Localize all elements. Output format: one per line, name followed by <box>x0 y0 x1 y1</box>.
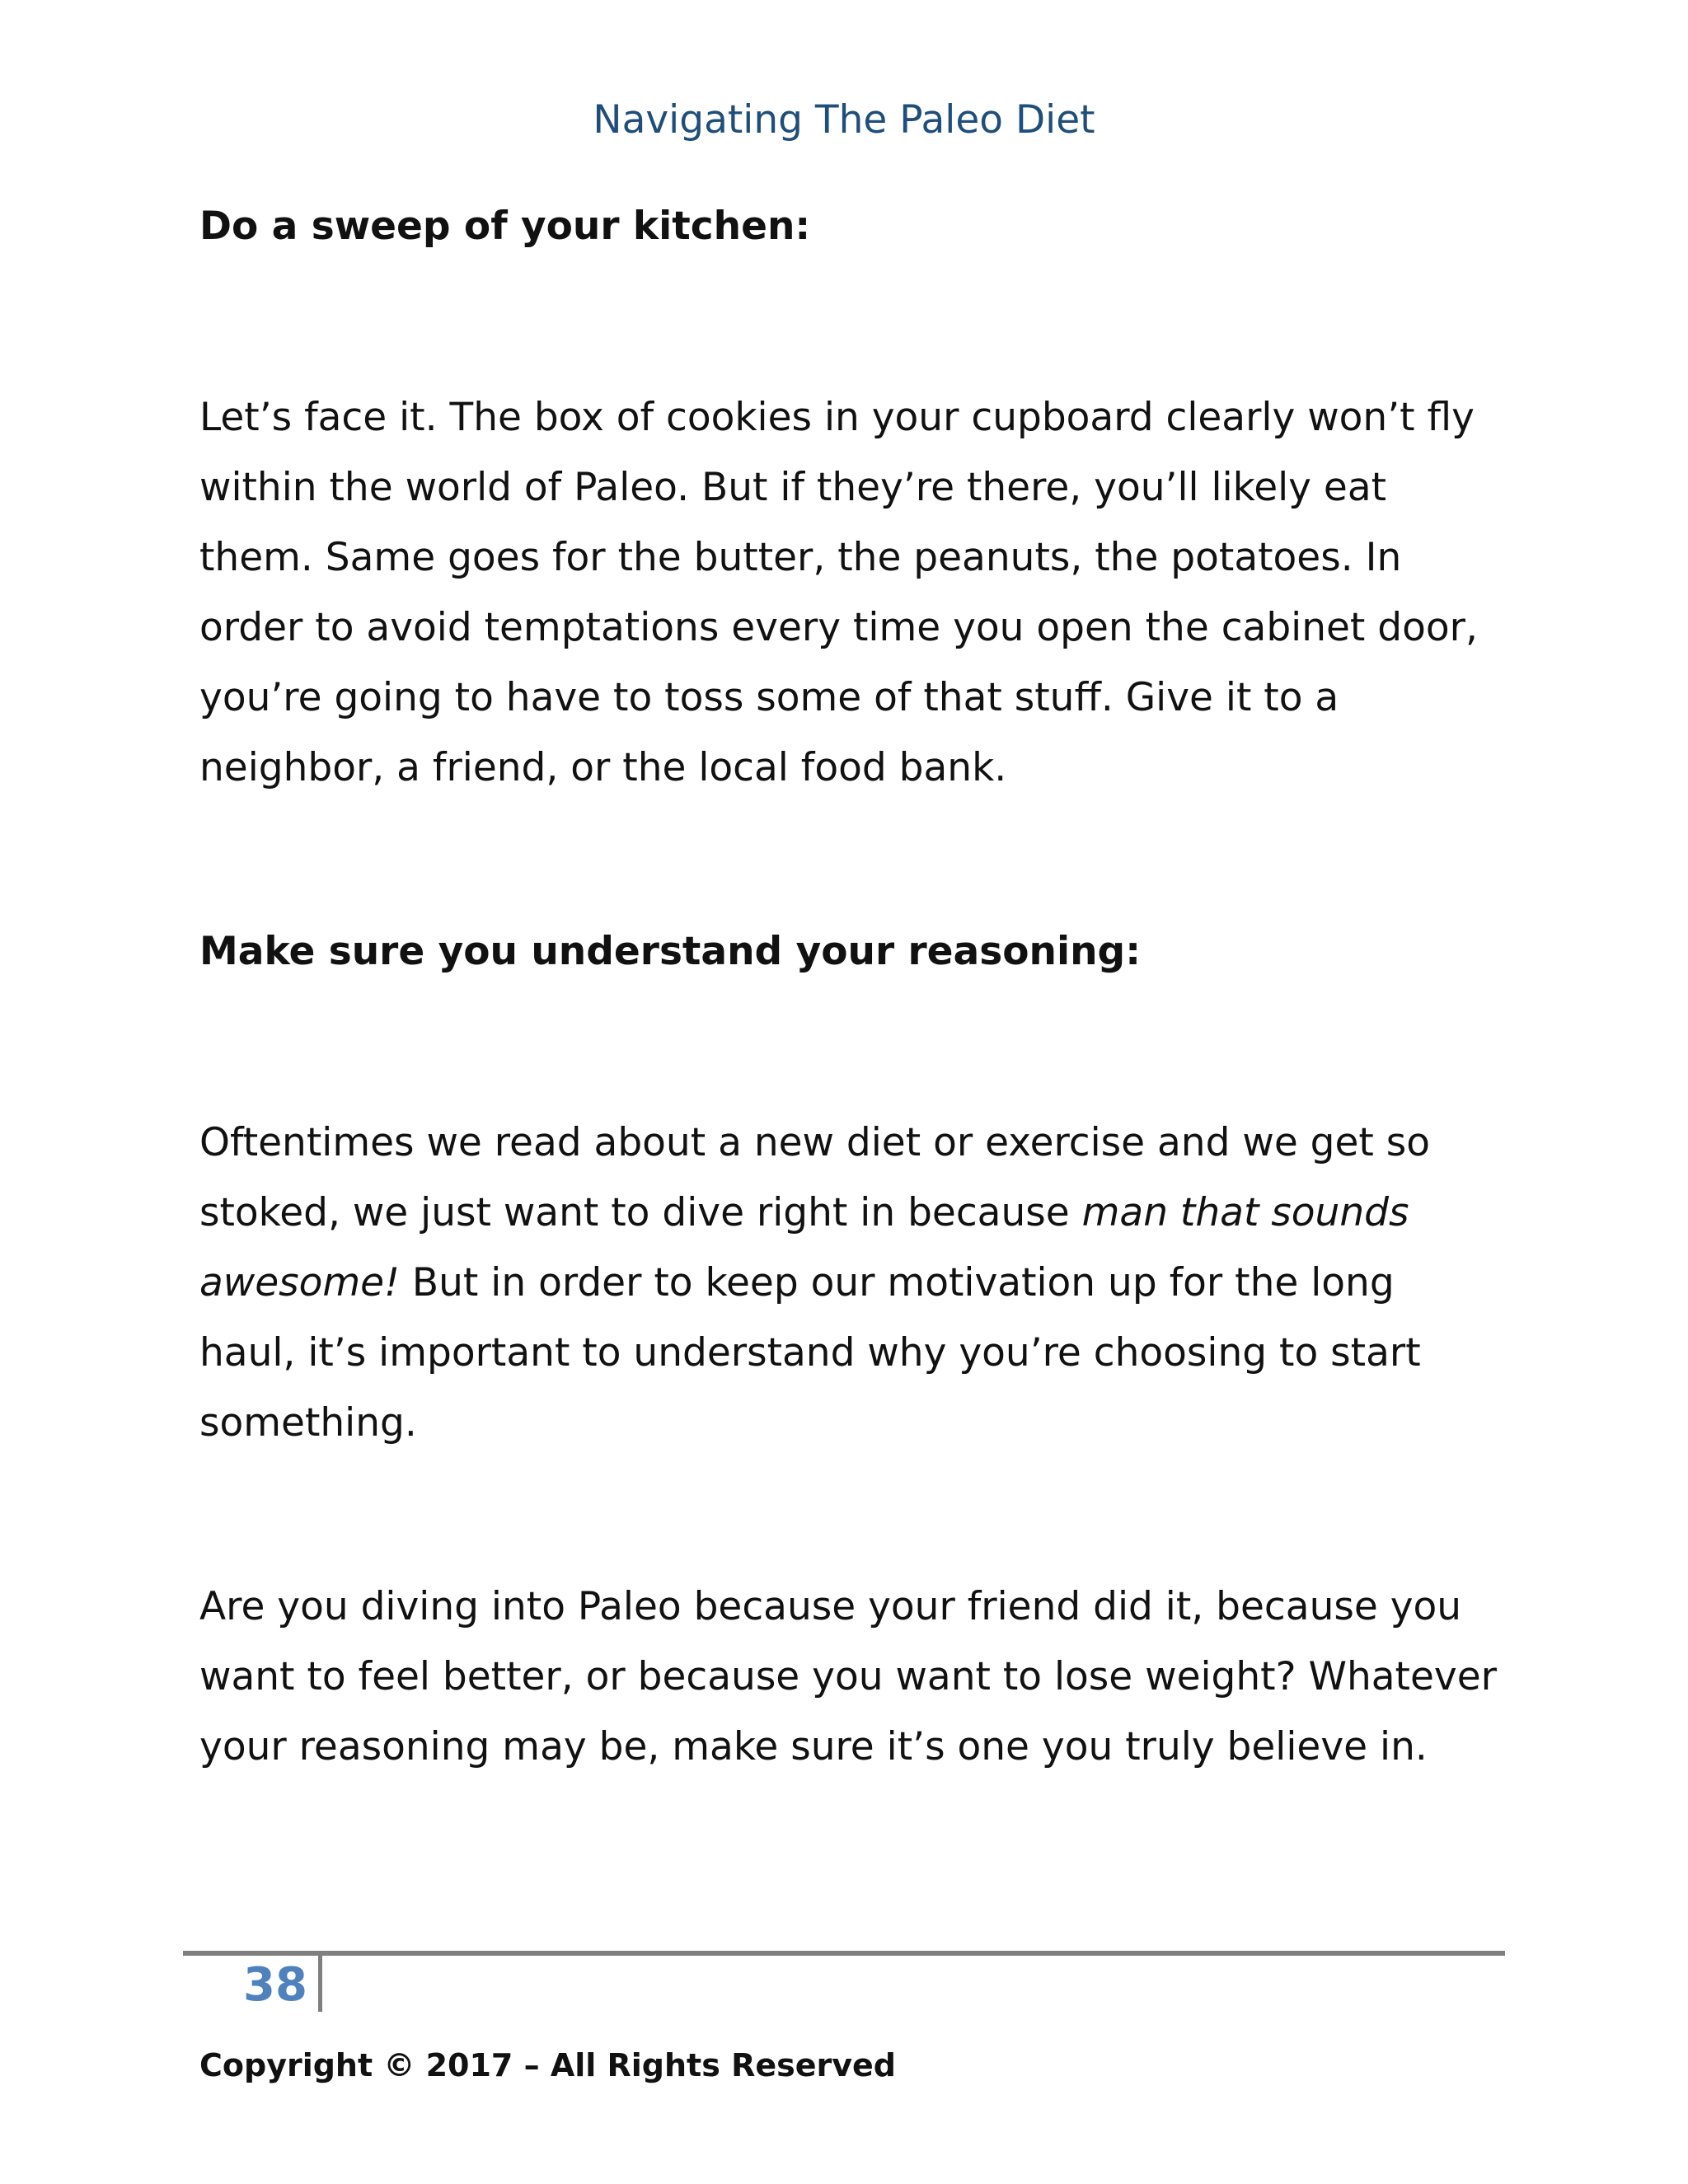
section-heading-reasoning: Make sure you understand your reasoning: <box>199 929 1141 974</box>
section-heading-kitchen: Do a sweep of your kitchen: <box>199 204 811 249</box>
paragraph-text: But in order to keep our motivation up for the long haul, it’s important to understand why you’re choosing to start something. <box>199 1260 1421 1446</box>
spacer <box>199 987 1502 1108</box>
page-header-title: Navigating The Paleo Diet <box>593 97 1095 143</box>
paragraph-reasoning-1 <box>199 1108 1502 1458</box>
footer-divider <box>183 1951 1505 1956</box>
page-number: 38 <box>243 1958 307 2012</box>
spacer <box>199 1458 1502 1572</box>
spacer <box>199 261 1502 382</box>
document-body <box>199 191 1502 1782</box>
page-number-divider <box>318 1956 322 2012</box>
spacer <box>199 803 1502 916</box>
paragraph-reasoning-2: Are you diving into Paleo because your friend did it, because you want to feel better, or because you want to lose weight? Whatever your reasoning may be, make sure it’s one you truly believe in. <box>199 1584 1497 1769</box>
paragraph-text: Oftentimes we read about a new diet or exercise and we get so stoked, we just want to dive right in because <box>199 1120 1431 1235</box>
copyright-notice: Copyright © 2017 – All Rights Reserved <box>199 2047 896 2083</box>
paragraph-kitchen: Let’s face it. The box of cookies in your cupboard clearly won’t fly within the world of Paleo. But if they’re there, you’ll likely eat them. Same goes for the butter, the peanuts, the potatoes. In order to avoid temptations every time you open the cabinet door, you’re going to have to toss some of that stuff. Give it to a neighbor, a friend, or the local food bank. <box>199 395 1478 790</box>
paragraph-italic-text: man that sounds awesome! <box>199 1190 1409 1305</box>
